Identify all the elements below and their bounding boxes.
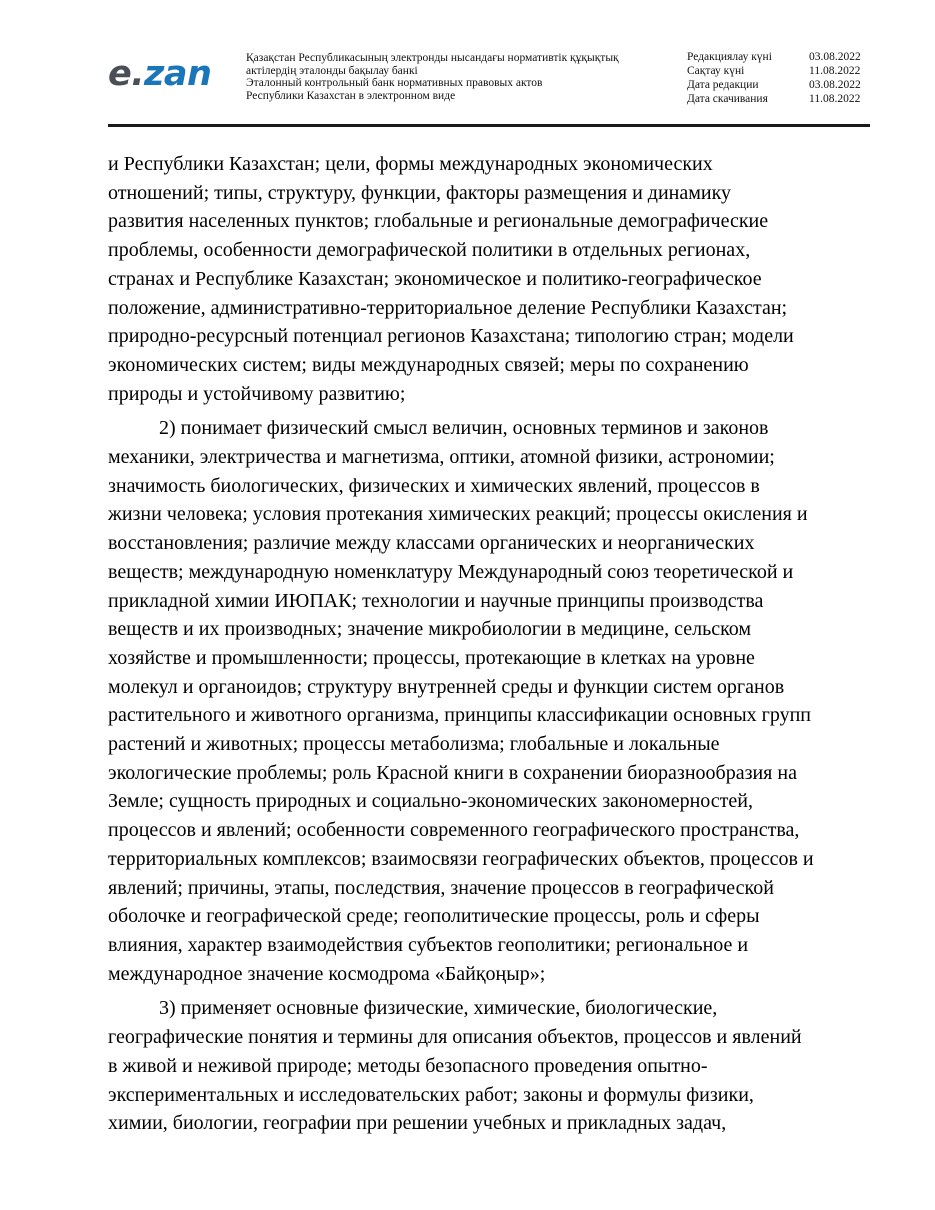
meta-label: Сақтау күні (687, 65, 745, 77)
meta-row-edit-date-kz (687, 50, 867, 64)
text-line: влияния, характер взаимодействия субъектов геополитики; региональное и (108, 933, 749, 956)
text-line: 2) понимает физический смысл величин, основных терминов и законов (159, 417, 769, 440)
meta-value: 11.08.2022 (809, 93, 861, 105)
meta-row-download-date-ru (687, 92, 867, 106)
meta-row-save-date-kz (687, 64, 867, 78)
institution-line: Қазақстан Республикасының электронды нысандағы нормативтік құқықтық (246, 52, 619, 64)
institution-title (246, 52, 666, 102)
logo-dot: . (131, 54, 145, 94)
text-line: проблемы, особенности демографической политики в отдельных регионах, (108, 239, 751, 262)
text-line: прикладной химии ИЮПАК; технологии и научные принципы производства (108, 589, 764, 612)
text-line: веществ; международную номенклатуру Международный союз теоретической и (108, 560, 794, 583)
meta-label: Дата редакции (687, 79, 759, 91)
meta-value: 03.08.2022 (809, 51, 861, 63)
text-line: молекул и органоидов; структуру внутренней среды и функции систем органов (108, 675, 785, 698)
text-line: 3) применяет основные физические, химические, биологические, (159, 997, 718, 1020)
text-line: растительного и животного организма, принципы классификации основных групп (108, 704, 811, 727)
document-dates (687, 50, 867, 106)
text-line: отношений; типы, структуру, функции, факторы размещения и динамику (108, 181, 732, 204)
text-line: природно-ресурсный потенциал регионов Казахстана; типологию стран; модели (108, 325, 794, 348)
text-line: экологические проблемы; роль Красной книги в сохранении биоразнообразия на (108, 761, 797, 784)
institution-line: Эталонный контрольный банк нормативных правовых актов (246, 77, 543, 89)
text-line: экспериментальных и исследовательских работ; законы и формулы физики, (108, 1083, 754, 1106)
header-divider (108, 124, 870, 127)
text-line: и Республики Казахстан; цели, формы международных экономических (108, 153, 713, 175)
document-body (108, 150, 878, 1138)
text-line: странах и Республике Казахстан; экономическое и политико-географическое (108, 267, 762, 290)
text-line: восстановления; различие между классами органических и неорганических (108, 532, 755, 555)
paragraph-item-2 (108, 414, 878, 988)
text-line: в живой и неживой природе; методы безопасного проведения опытно- (108, 1054, 708, 1077)
meta-value: 03.08.2022 (809, 79, 861, 91)
text-line: Земле; сущность природных и социально-экономических закономерностей, (108, 790, 753, 813)
text-line: положение, административно-территориальное деление Республики Казахстан; (108, 296, 788, 319)
text-line: оболочке и географической среде; геополитические процессы, роль и сферы (108, 905, 760, 928)
meta-label: Редакциялау күні (687, 51, 772, 63)
text-line: жизни человека; условия протекания химических реакций; процессы окисления и (108, 503, 808, 526)
text-line: механики, электричества и магнетизма, оптики, атомной физики, астрономии; (108, 446, 775, 469)
text-line: территориальных комплексов; взаимосвязи географических объектов, процессов и (108, 847, 814, 870)
text-line: хозяйстве и промышленности; процессы, протекающие в клетках на уровне (108, 646, 755, 669)
text-line: развития населенных пунктов; глобальные и региональные демографические (108, 210, 769, 233)
text-line: процессов и явлений; особенности современного географического пространства, (108, 819, 800, 842)
logo-e: e (108, 54, 132, 94)
institution-line: актілердің эталонды бақылау банкі (246, 64, 418, 77)
text-line: веществ и их производных; значение микробиологии в медицине, сельском (108, 618, 752, 641)
text-line: географические понятия и термины для описания объектов, процессов и явлений (108, 1026, 802, 1049)
text-line: химии, биологии, географии при решении учебных и прикладных задач, (108, 1112, 727, 1135)
text-line: международное значение космодрома «Байқоңыр»; (108, 962, 546, 985)
logo-zan: zan (144, 54, 212, 94)
text-line: растений и животных; процессы метаболизма; глобальные и локальные (108, 733, 720, 756)
meta-label: Дата скачивания (687, 93, 768, 105)
paragraph-item-3 (108, 994, 878, 1138)
meta-row-edit-date-ru (687, 78, 867, 92)
text-line: экономических систем; виды международных связей; меры по сохранению (108, 353, 749, 376)
text-line: значимость биологических, физических и химических явлений, процессов в (108, 474, 760, 497)
meta-value: 11.08.2022 (809, 65, 861, 77)
institution-line: Республики Казахстан в электронном виде (246, 89, 456, 102)
paragraph-continuation (108, 150, 878, 408)
text-line: явлений; причины, этапы, последствия, значение процессов в географической (108, 876, 774, 899)
text-line: природы и устойчивому развитию; (108, 382, 406, 405)
ezan-logo[interactable] (108, 56, 211, 92)
